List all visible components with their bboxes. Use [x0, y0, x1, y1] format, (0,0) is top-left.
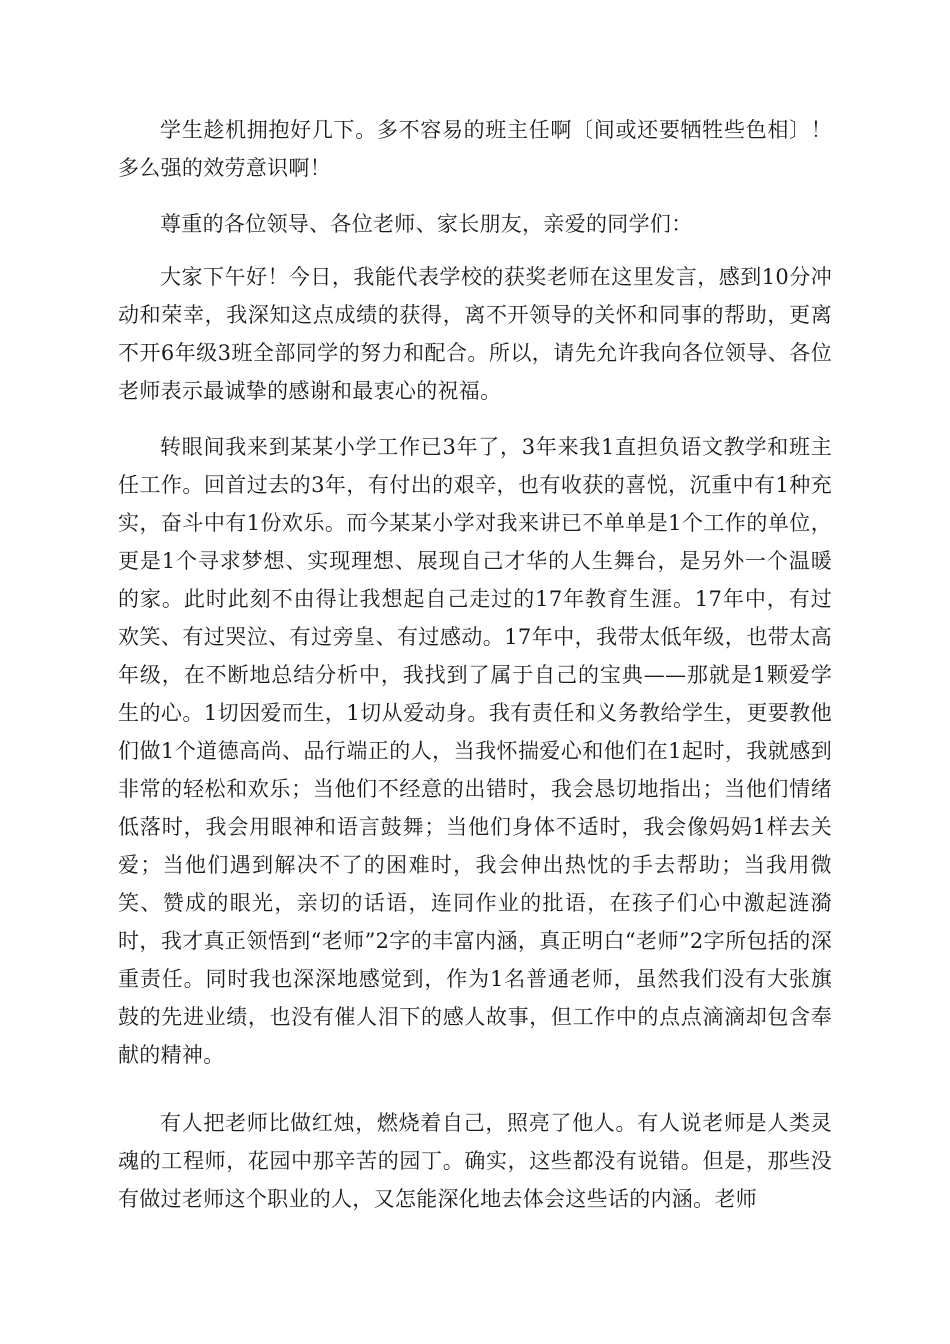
- paragraph-closing-remark: 学生趁机拥抱好几下。多不容易的班主任啊〔间或还要牺牲些色相〕！多么强的效劳意识啊！: [118, 118, 832, 180]
- paragraph-greeting: 大家下午好！今日，我能代表学校的获奖老师在这里发言，感到10分冲动和荣幸，我深知这点成绩的获得，离不开领导的关怀和同事的帮助，更离不开6年级3班全部同学的努力和配合。所以，请先允许我向各位领导、各位老师表示最诚挚的感谢和最衷心的祝福。: [118, 265, 832, 403]
- paragraph-teacher-metaphor: 有人把老师比做红烛，燃烧着自己，照亮了他人。有人说老师是人类灵魂的工程师，花园中那辛苦的园丁。确实，这些都没有说错。但是，那些没有做过老师这个职业的人，又怎能深化地去体会这些话的内涵。老师: [118, 1111, 832, 1211]
- paragraph-salutation: 尊重的各位领导、各位老师、家长朋友，亲爱的同学们：: [160, 212, 693, 236]
- paragraph-reflection: 转眼间我来到某某小学工作已3年了，3年来我1直担负语文教学和班主任工作。回首过去的3年，有付出的艰辛，也有收获的喜悦，沉重中有1种充实，奋斗中有1份欢乐。而今某某小学对我来讲已不单单是1个工作的单位，更是1个寻求梦想、实现理想、展现自己才华的人生舞台，是另外一个温暖的家。此时此刻不由得让我想起自己走过的17年教育生涯。17年中，有过欢笑、有过哭泣、有过旁皇、有过感动。17年中，我带太低年级，也带太高年级，在不断地总结分析中，我找到了属于自己的宝典——那就是1颗爱学生的心。1切因爱而生，1切从爱动身。我有责任和义务教给学生，更要教他们做1个道德高尚、品行端正的人，当我怀揣爱心和他们在1起时，我就感到非常的轻松和欢乐；当他们不经意的出错时，我会恳切地指出；当他们情绪低落时，我会用眼神和语言鼓舞；当他们身体不适时，我会像妈妈1样去关爱；当他们遇到解决不了的困难时，我会伸出热忱的手去帮助；当我用微笑、赞成的眼光，亲切的话语，连同作业的批语，在孩子们心中激起涟漪时，我才真正领悟到“老师”2字的丰富内涵，真正明白“老师”2字所包括的深重责任。同时我也深深地感觉到，作为1名普通老师，虽然我们没有大张旗鼓的先进业绩，也没有催人泪下的感人故事，但工作中的点点滴滴却包含奉献的精神。: [118, 435, 832, 1067]
